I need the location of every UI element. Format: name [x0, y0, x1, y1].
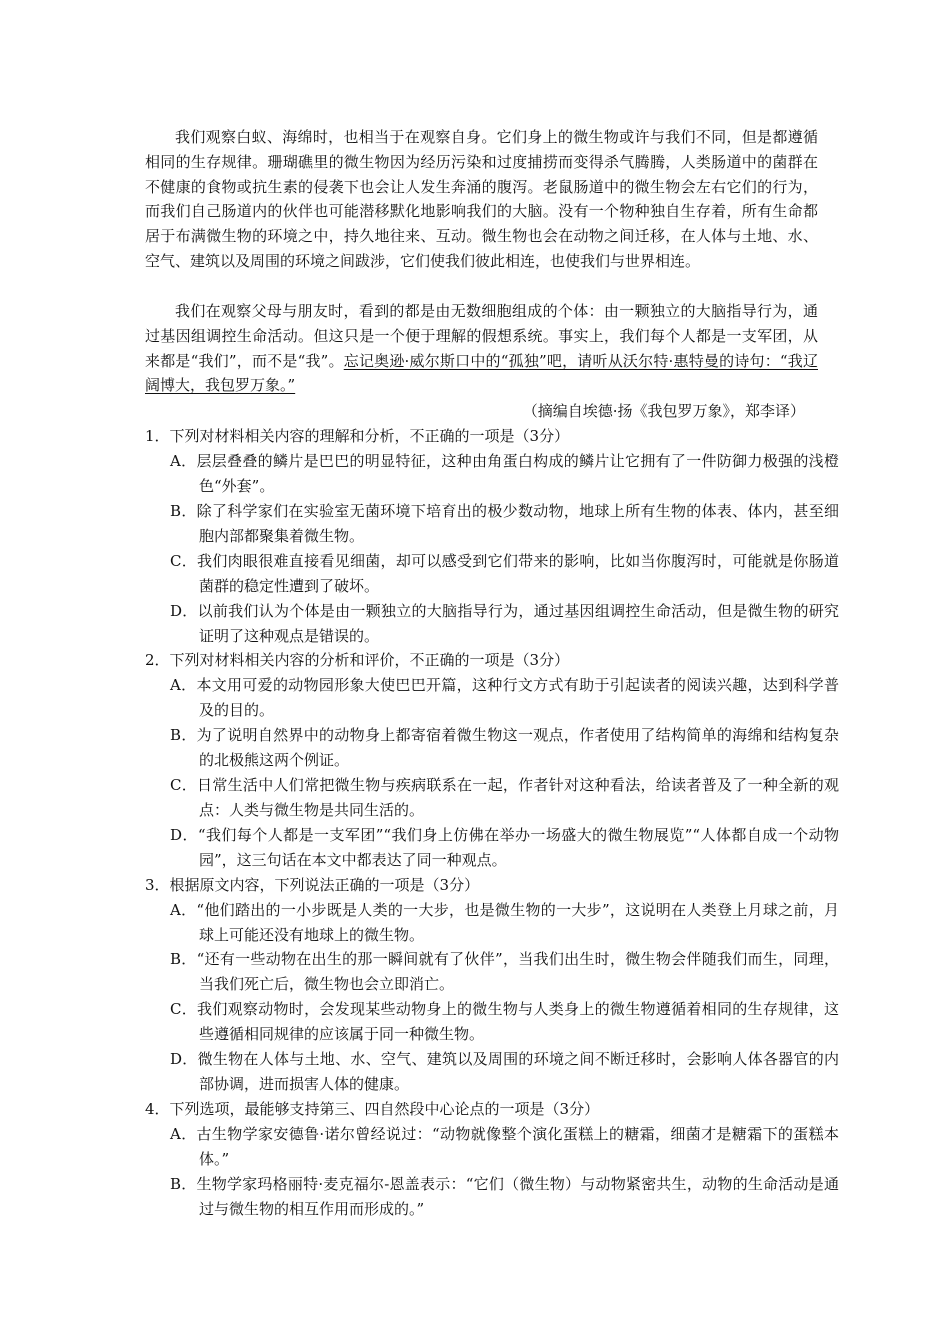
- question-1-option-a: A．层层叠叠的鳞片是巴巴的明显特征，这种由角蛋白构成的鳞片让它拥有了一件防御力极强的浅橙色“外套”。: [170, 452, 839, 495]
- question-3-option-c: C．我们观察动物时，会发现某些动物身上的微生物与人类身上的微生物遵循着相同的生存规律，这些遵循相同规律的应该属于同一种微生物。: [170, 1000, 839, 1043]
- question-3-option-a: A．“他们踏出的一小步既是人类的一大步，也是微生物的一大步”，这说明在人类登上月球之前，月球上可能还没有地球上的微生物。: [170, 901, 839, 944]
- question-3-stem: 3．根据原文内容，下列说法正确的一项是（3分）: [145, 876, 480, 894]
- question-1-option-c: C．我们肉眼很难直接看见细菌，却可以感受到它们带来的影响，比如当你腹泻时，可能就是你肠道菌群的稳定性遭到了破坏。: [170, 552, 839, 595]
- question-1-option-b: B．除了科学家们在实验室无菌环境下培育出的极少数动物，地球上所有生物的体表、体内，甚至细胞内部都聚集着微生物。: [170, 502, 839, 545]
- source-citation: （摘编自埃德·扬《我包罗万象》，郑李译）: [522, 402, 805, 420]
- question-4-stem: 4．下列选项，最能够支持第三、四自然段中心论点的一项是（3分）: [145, 1100, 600, 1118]
- question-2-option-c: C．日常生活中人们常把微生物与疾病联系在一起，作者针对这种看法，给读者普及了一种全新的观点：人类与微生物是共同生活的。: [170, 776, 839, 819]
- question-2-option-a: A．本文用可爱的动物园形象大使巴巴开篇，这种行文方式有助于引起读者的阅读兴趣，达到科学普及的目的。: [170, 676, 839, 719]
- question-1-stem: 1．下列对材料相关内容的理解和分析，不正确的一项是（3分）: [145, 427, 570, 445]
- passage-paragraph-2-text: 我们在观察父母与朋友时，看到的都是由无数细胞组成的个体：由一颗独立的大脑指导行为，通过基因组调控生命活动。但这只是一个便于理解的假想系统。事实上，我们每个人都是一支军团，从来都是“我们”，而不是“我”。: [145, 302, 818, 370]
- question-2-option-d: D．“我们每个人都是一支军团”“我们身上仿佛在举办一场盛大的微生物展览”“人体都自成一个动物园”，这三句话在本文中都表达了同一种观点。: [170, 826, 839, 869]
- passage-paragraph-1-text: 我们观察白蚁、海绵时，也相当于在观察自身。它们身上的微生物或许与我们不同，但是都遵循相同的生存规律。珊瑚礁里的微生物因为经历污染和过度捕捞而变得杀气腾腾，人类肠道中的菌群在不健康的食物或抗生素的侵袭下也会让人发生奔涌的腹泻。老鼠肠道中的微生物会左右它们的行为，而我们自己肠道内的伙伴也可能潜移默化地影响我们的大脑。没有一个物种独自生存着，所有生命都居于布满微生物的环境之中，持久地往来、互动。微生物也会在动物之间迁移，在人体与土地、水、空气、建筑以及周围的环境之间跋涉，它们使我们彼此相连，也使我们与世界相连。: [145, 128, 818, 270]
- question-3-option-d: D．微生物在人体与土地、水、空气、建筑以及周围的环境之间不断迁移时，会影响人体各器官的内部协调，进而损害人体的健康。: [170, 1050, 839, 1093]
- question-2-stem: 2．下列对材料相关内容的分析和评价，不正确的一项是（3分）: [145, 651, 570, 669]
- question-1-option-d: D．以前我们认为个体是由一颗独立的大脑指导行为，通过基因组调控生命活动，但是微生物的研究证明了这种观点是错误的。: [170, 602, 839, 645]
- question-4-option-a: A．古生物学家安德鲁·诺尔曾经说过：“动物就像整个演化蛋糕上的糖霜，细菌才是糖霜下的蛋糕本体。”: [170, 1125, 839, 1168]
- underlined-quote: 忘记奥逊·威尔斯口中的“孤独”吧，请听从沃尔特·惠特曼的诗句：“我辽阔博大，我包罗万象。”: [145, 351, 818, 395]
- question-4-option-b: B．生物学家玛格丽特·麦克福尔-恩盖表示：“它们（微生物）与动物紧密共生，动物的生命活动是通过与微生物的相互作用而形成的。”: [170, 1175, 839, 1218]
- passage-paragraph-1: [145, 125, 818, 274]
- question-2-option-b: B．为了说明自然界中的动物身上都寄宿着微生物这一观点，作者使用了结构简单的海绵和结构复杂的北极熊这两个例证。: [170, 726, 839, 769]
- passage-paragraph-2: [145, 299, 818, 398]
- question-3-option-b: B．“还有一些动物在出生的那一瞬间就有了伙伴”，当我们出生时，微生物会伴随我们而生，同理，当我们死亡后，微生物也会立即消亡。: [170, 950, 839, 993]
